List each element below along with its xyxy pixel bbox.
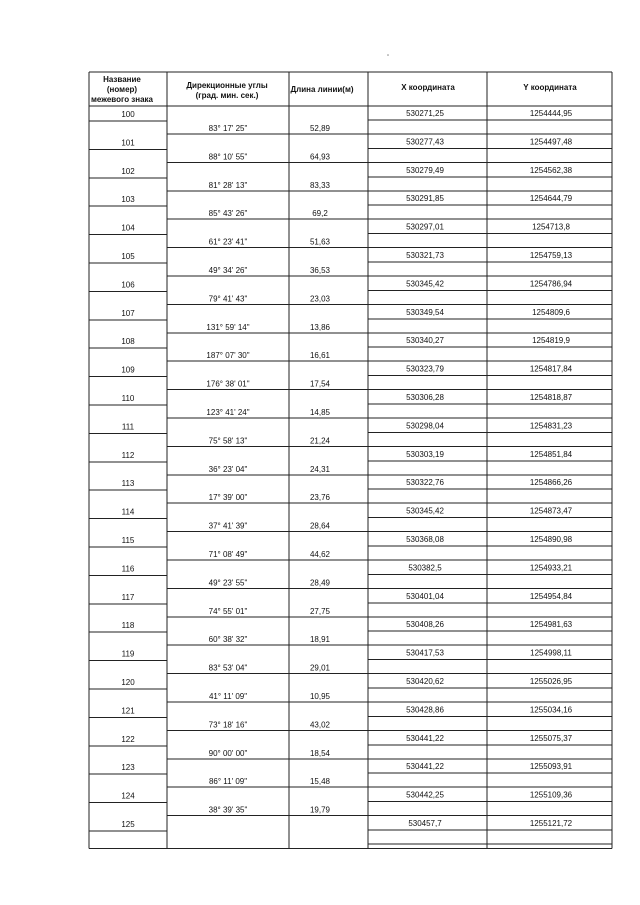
x-coordinate: 530279,49 bbox=[406, 165, 444, 175]
x-coordinate: 530303,19 bbox=[406, 449, 444, 459]
y-coordinate: 1254817,84 bbox=[529, 364, 573, 374]
x-coordinate: 530457,7 bbox=[408, 819, 442, 828]
line-length: 19,79 bbox=[309, 805, 331, 815]
direction-angle: 86° 11' 09" bbox=[208, 777, 248, 787]
point-name: 106 bbox=[121, 280, 135, 290]
line-length: 10,95 bbox=[309, 692, 331, 701]
point-name: 121 bbox=[121, 706, 135, 716]
header-x-coordinate: X координата bbox=[401, 83, 455, 92]
direction-angle: 90° 00' 00" bbox=[208, 748, 248, 758]
direction-angle: 79° 41' 43" bbox=[208, 294, 248, 304]
x-coordinate: 530441,22 bbox=[406, 733, 444, 743]
y-coordinate: 1254831,23 bbox=[529, 421, 573, 431]
direction-angle: 60° 38' 32" bbox=[208, 635, 248, 645]
header-angles-line-1: Дирекционные углы bbox=[186, 81, 268, 90]
header-length: Длина линии(м) bbox=[290, 85, 354, 94]
y-coordinate: 1255034,16 bbox=[529, 705, 573, 715]
point-name: 110 bbox=[121, 394, 135, 403]
x-coordinate: 530298,04 bbox=[406, 421, 444, 431]
header-name-line-2: (номер) bbox=[106, 85, 138, 94]
y-coordinate: 1255093,91 bbox=[529, 762, 573, 772]
header-name-line-1: Название bbox=[103, 75, 141, 84]
point-name: 102 bbox=[121, 166, 135, 176]
x-coordinate: 530382,5 bbox=[408, 563, 442, 573]
y-coordinate: 1254818,87 bbox=[529, 393, 573, 402]
point-name: 117 bbox=[121, 592, 135, 602]
direction-angle: 36° 23' 04" bbox=[208, 464, 248, 474]
table-row bbox=[122, 393, 573, 417]
line-length: 27,75 bbox=[309, 606, 331, 616]
table-body bbox=[121, 109, 572, 829]
direction-angle: 131° 59' 14" bbox=[206, 322, 250, 332]
x-coordinate: 530417,53 bbox=[406, 648, 444, 658]
y-coordinate: 1255121,72 bbox=[529, 819, 573, 828]
y-coordinate: 1254998,11 bbox=[530, 648, 572, 658]
direction-angle: 123° 41' 24" bbox=[206, 408, 250, 417]
direction-angle: 74° 55' 01" bbox=[208, 606, 248, 616]
table-row bbox=[122, 563, 573, 587]
point-name: 125 bbox=[121, 820, 135, 829]
line-length: 14,85 bbox=[309, 408, 331, 417]
x-coordinate: 530271,25 bbox=[406, 109, 444, 118]
direction-angle: 75° 58' 13" bbox=[208, 436, 248, 446]
point-name: 114 bbox=[121, 507, 135, 517]
direction-angle: 176° 38' 01" bbox=[206, 379, 250, 389]
x-coordinate: 530428,86 bbox=[406, 705, 444, 715]
x-coordinate: 530345,42 bbox=[406, 279, 444, 289]
direction-angle: 83° 17' 25" bbox=[208, 124, 248, 133]
point-name: 115 bbox=[121, 536, 135, 545]
x-coordinate: 530401,04 bbox=[406, 591, 444, 601]
x-coordinate: 530297,01 bbox=[406, 222, 444, 232]
table-row bbox=[121, 308, 570, 332]
line-length: 29,01 bbox=[309, 663, 331, 673]
point-name: 100 bbox=[121, 110, 135, 119]
table-row bbox=[121, 734, 572, 758]
y-coordinate: 1254890,98 bbox=[529, 535, 573, 544]
point-name: 122 bbox=[121, 734, 135, 744]
x-coordinate: 530345,42 bbox=[406, 506, 444, 516]
point-name: 116 bbox=[121, 564, 135, 574]
line-length: 64,93 bbox=[309, 152, 331, 162]
y-coordinate: 1254933,21 bbox=[529, 563, 573, 573]
y-coordinate: 1254497,48 bbox=[529, 137, 573, 147]
line-length: 51,63 bbox=[309, 237, 331, 247]
line-length: 83,33 bbox=[309, 180, 331, 190]
y-coordinate: 1254444,95 bbox=[529, 109, 573, 118]
line-length: 44,62 bbox=[309, 550, 331, 559]
y-coordinate: 1255075,37 bbox=[529, 733, 573, 743]
direction-angle: 88° 10' 55" bbox=[208, 152, 248, 162]
line-length: 28,64 bbox=[309, 521, 331, 531]
line-length: 13,86 bbox=[309, 322, 331, 332]
scan-speck bbox=[387, 54, 389, 56]
y-coordinate: 1254713,8 bbox=[532, 222, 570, 232]
direction-angle: 49° 23' 55" bbox=[208, 578, 248, 588]
table-row bbox=[122, 478, 573, 502]
direction-angle: 83° 53' 04" bbox=[208, 663, 248, 673]
table-row bbox=[121, 365, 572, 389]
point-name: 123 bbox=[121, 763, 135, 773]
direction-angle: 61° 23' 41" bbox=[208, 237, 248, 247]
direction-angle: 71° 08' 49" bbox=[208, 550, 248, 559]
line-length: 18,54 bbox=[309, 748, 331, 758]
x-coordinate: 530442,25 bbox=[406, 790, 444, 800]
y-coordinate: 1254809,6 bbox=[532, 307, 570, 317]
table-grid bbox=[89, 72, 612, 848]
direction-angle: 41° 11' 09" bbox=[208, 692, 248, 701]
y-coordinate: 1254759,13 bbox=[529, 251, 573, 260]
x-coordinate: 530277,43 bbox=[406, 137, 444, 147]
table-row bbox=[121, 705, 572, 729]
point-name: 105 bbox=[121, 252, 135, 261]
y-coordinate: 1255109,36 bbox=[529, 790, 573, 800]
x-coordinate: 530321,73 bbox=[406, 251, 444, 260]
point-name: 104 bbox=[121, 223, 135, 233]
point-name: 112 bbox=[121, 450, 135, 460]
y-coordinate: 1254954,84 bbox=[529, 591, 573, 601]
direction-angle: 38° 39' 35" bbox=[208, 805, 248, 815]
table-row bbox=[122, 450, 573, 474]
y-coordinate: 1254819,9 bbox=[532, 336, 570, 346]
y-coordinate: 1254981,63 bbox=[529, 620, 573, 630]
header-y-coordinate: Y координата bbox=[523, 83, 577, 92]
direction-angle: 187° 07' 30" bbox=[206, 351, 250, 361]
x-coordinate: 530291,85 bbox=[406, 194, 444, 204]
x-coordinate: 530408,26 bbox=[406, 620, 444, 630]
table-row bbox=[121, 137, 572, 161]
table-row bbox=[121, 109, 572, 133]
y-coordinate: 1254786,94 bbox=[529, 279, 573, 289]
y-coordinate: 1254562,38 bbox=[529, 165, 573, 175]
line-length: 21,24 bbox=[309, 436, 331, 446]
line-length: 24,31 bbox=[309, 464, 331, 474]
table-row bbox=[121, 336, 570, 360]
point-name: 120 bbox=[121, 678, 135, 687]
line-length: 15,48 bbox=[309, 777, 331, 787]
table-row bbox=[121, 819, 572, 829]
table-row bbox=[122, 592, 573, 616]
x-coordinate: 530340,27 bbox=[406, 336, 444, 346]
table-row bbox=[121, 251, 572, 275]
direction-angle: 37° 41' 39" bbox=[208, 521, 248, 531]
line-length: 18,91 bbox=[309, 635, 331, 645]
table-row bbox=[121, 223, 570, 247]
table-row bbox=[121, 166, 572, 190]
table-header bbox=[91, 75, 577, 104]
table-row bbox=[121, 194, 572, 218]
table-row bbox=[122, 421, 573, 445]
x-coordinate: 530306,28 bbox=[406, 393, 444, 402]
direction-angle: 85° 43' 26" bbox=[208, 209, 248, 219]
line-length: 17,54 bbox=[309, 379, 331, 389]
table-row bbox=[121, 791, 572, 815]
table-row bbox=[122, 535, 573, 559]
direction-angle: 17° 39' 00" bbox=[208, 493, 248, 503]
x-coordinate: 530441,22 bbox=[406, 762, 444, 772]
table-row bbox=[122, 507, 573, 531]
line-length: 28,49 bbox=[309, 578, 331, 588]
line-length: 43,02 bbox=[309, 720, 331, 730]
y-coordinate: 1254873,47 bbox=[529, 506, 573, 516]
x-coordinate: 530323,79 bbox=[406, 364, 444, 374]
line-length: 23,76 bbox=[309, 493, 331, 503]
point-name: 119 bbox=[121, 649, 135, 659]
point-name: 103 bbox=[121, 195, 135, 205]
point-name: 113 bbox=[121, 479, 135, 489]
line-length: 36,53 bbox=[309, 266, 331, 275]
line-length: 16,61 bbox=[309, 351, 331, 361]
x-coordinate: 530368,08 bbox=[406, 535, 444, 544]
point-name: 124 bbox=[121, 791, 135, 801]
point-name: 107 bbox=[121, 308, 135, 318]
header-name-line-3: межевого знака bbox=[90, 95, 154, 104]
point-name: 109 bbox=[121, 365, 135, 375]
x-coordinate: 530349,54 bbox=[406, 307, 444, 317]
y-coordinate: 1254866,26 bbox=[529, 478, 573, 488]
header-angles-line-2: (град. мин. сек.) bbox=[195, 91, 259, 100]
table-row bbox=[122, 649, 573, 673]
line-length: 69,2 bbox=[312, 209, 328, 219]
table-row bbox=[121, 279, 572, 303]
y-coordinate: 1255026,95 bbox=[529, 677, 573, 686]
direction-angle: 73° 18' 16" bbox=[208, 720, 248, 730]
direction-angle: 49° 34' 26" bbox=[208, 266, 248, 275]
x-coordinate: 530322,76 bbox=[406, 478, 444, 488]
table-row bbox=[121, 762, 572, 786]
direction-angle: 81° 28' 13" bbox=[208, 180, 248, 190]
table-row bbox=[121, 677, 572, 701]
point-name: 111 bbox=[121, 422, 135, 432]
y-coordinate: 1254851,84 bbox=[529, 449, 573, 459]
point-name: 118 bbox=[121, 621, 135, 631]
line-length: 23,03 bbox=[309, 294, 331, 304]
table-row bbox=[122, 620, 573, 644]
point-name: 101 bbox=[121, 138, 135, 148]
point-name: 108 bbox=[121, 337, 135, 347]
y-coordinate: 1254644,79 bbox=[529, 194, 573, 204]
x-coordinate: 530420,62 bbox=[406, 677, 444, 686]
line-length: 52,89 bbox=[309, 124, 331, 133]
